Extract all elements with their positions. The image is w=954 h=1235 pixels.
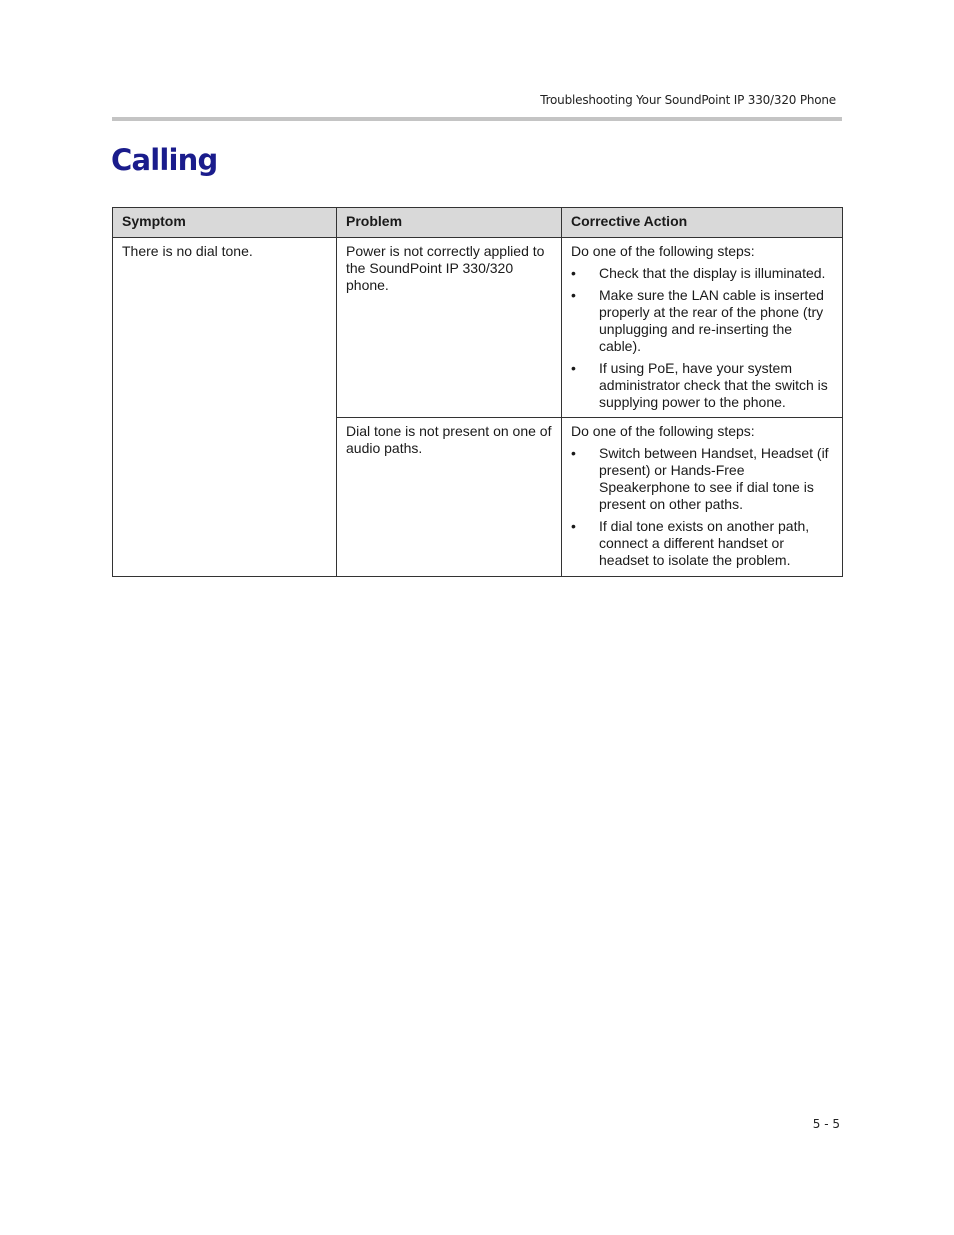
list-item	[571, 265, 833, 282]
action-steps-list	[571, 265, 833, 411]
page-title: Calling	[111, 143, 218, 177]
action-cell	[562, 418, 843, 577]
problem-cell: Power is not correctly applied to the SoundPoint IP 330/320 phone.	[337, 238, 562, 418]
table-header-row	[113, 208, 843, 238]
step-text: Check that the display is illuminated.	[599, 265, 826, 281]
step-text: Make sure the LAN cable is inserted properly at the rear of the phone (try unplugging and re-inserting the cable).	[599, 287, 824, 354]
problem-cell: Dial tone is not present on one of audio paths.	[337, 418, 562, 577]
action-steps-list	[571, 445, 833, 569]
bullet-icon: •	[571, 265, 576, 281]
list-item	[571, 287, 833, 355]
action-intro: Do one of the following steps:	[571, 423, 755, 439]
bullet-icon: •	[571, 445, 576, 461]
step-text: If using PoE, have your system administrator check that the switch is supplying power to the phone.	[599, 360, 828, 410]
column-header-problem: Problem	[337, 208, 562, 238]
list-item	[571, 360, 833, 411]
page-number: 5 - 5	[812, 1117, 840, 1131]
bullet-icon: •	[571, 518, 576, 534]
header-rule	[112, 117, 842, 121]
running-header: Troubleshooting Your SoundPoint IP 330/320 Phone	[540, 93, 836, 107]
action-cell	[562, 238, 843, 418]
action-intro: Do one of the following steps:	[571, 243, 755, 259]
bullet-icon: •	[571, 360, 576, 376]
symptom-cell: There is no dial tone.	[113, 238, 337, 577]
bullet-icon: •	[571, 287, 576, 303]
list-item	[571, 445, 833, 513]
column-header-action: Corrective Action	[562, 208, 843, 238]
table-row	[113, 238, 843, 418]
troubleshooting-table	[112, 207, 843, 577]
column-header-symptom: Symptom	[113, 208, 337, 238]
step-text: If dial tone exists on another path, connect a different handset or headset to isolate the problem.	[599, 518, 810, 568]
step-text: Switch between Handset, Headset (if present) or Hands-Free Speakerphone to see if dial tone is present on other paths.	[599, 445, 829, 512]
list-item	[571, 518, 833, 569]
